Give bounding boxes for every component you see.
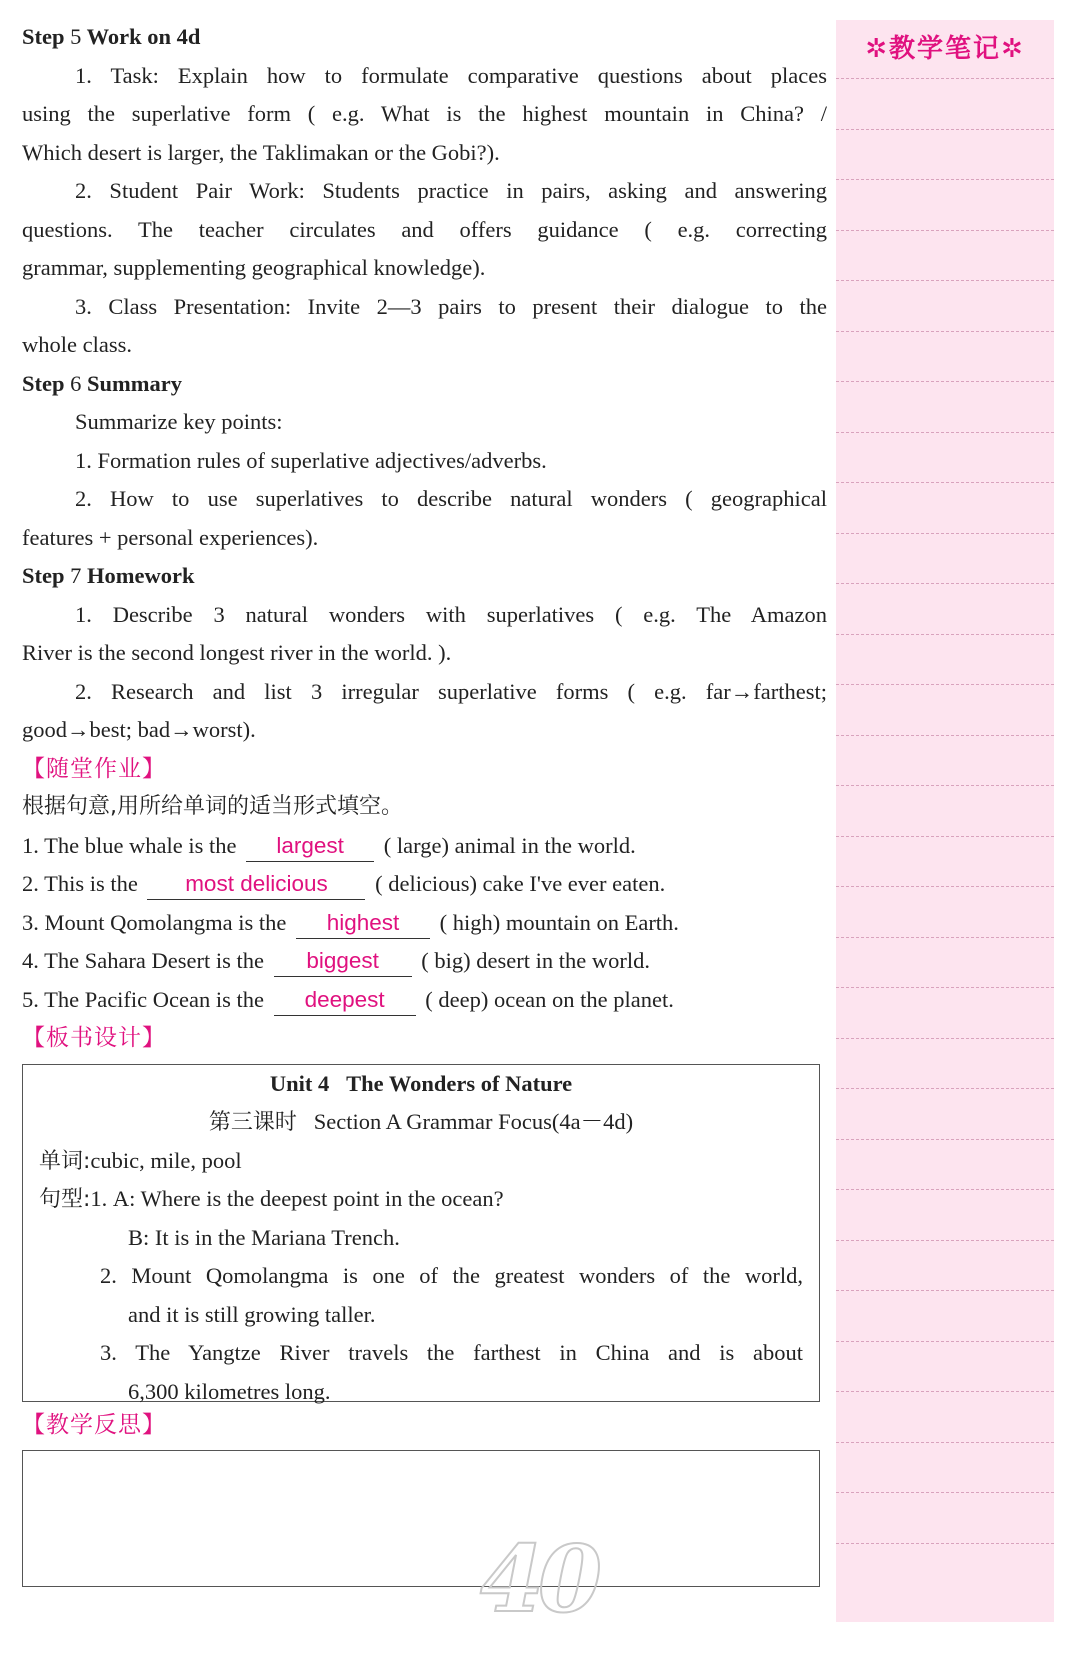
step5-present-line1: 3. Class Presentation: Invite 2—3 pairs to present their dialogue to the: [75, 293, 827, 319]
homework-item: 5. The Pacific Ocean is the deepest ( deep) ocean on the planet.: [22, 981, 827, 1020]
step5-task-line3: Which desert is larger, the Taklimakan or the Gobi?).: [22, 139, 500, 165]
step5-pair-line2: questions. The teacher circulates and offers guidance ( e.g. correcting: [22, 216, 827, 242]
note-line[interactable]: [836, 1492, 1054, 1543]
homework-heading: 【随堂作业】: [22, 755, 166, 782]
note-line[interactable]: [836, 1442, 1054, 1493]
note-line[interactable]: [836, 785, 1054, 836]
step5-pair-line3: grammar, supplementing geographical knowledge).: [22, 255, 486, 280]
step7-hw1-line2: River is the second longest river in the world. ).: [22, 640, 452, 665]
step7-heading: Step 7 Homework: [22, 563, 195, 588]
step7-hw2-line2: good→best; bad→worst).: [22, 717, 256, 742]
note-line[interactable]: [836, 1139, 1054, 1190]
step6-point2-line1: 2. How to use superlatives to describe natural wonders ( geographical: [75, 486, 827, 511]
note-line[interactable]: [836, 280, 1054, 331]
board-unit-title: Unit 4 The Wonders of Nature: [269, 1070, 573, 1096]
step7-hw1-line1: 1. Describe 3 natural wonders with superlatives ( e.g. The Amazon: [75, 601, 827, 627]
step5-heading: Step 5 Work on 4d: [22, 24, 201, 49]
note-line[interactable]: [836, 1391, 1054, 1442]
note-line[interactable]: [836, 836, 1054, 887]
note-line[interactable]: [836, 634, 1054, 685]
note-line[interactable]: [836, 179, 1054, 230]
note-line[interactable]: [836, 583, 1054, 634]
board-pattern-2-line1: 2. Mount Qomolangma is one of the greatest wonders of the world,: [100, 1263, 803, 1288]
board-design-box: [22, 1064, 820, 1402]
board-pattern-1a: 句型:1. A: Where is the deepest point in the ocean?: [39, 1186, 504, 1212]
note-line[interactable]: [836, 331, 1054, 382]
note-line[interactable]: [836, 1038, 1054, 1089]
note-line[interactable]: [836, 1240, 1054, 1291]
answer-blank[interactable]: biggest: [274, 946, 412, 977]
note-line[interactable]: [836, 482, 1054, 533]
note-line[interactable]: [836, 129, 1054, 180]
answer-blank[interactable]: largest: [246, 831, 374, 862]
step6-heading: Step 6 Summary: [22, 370, 183, 396]
step6-intro: Summarize key points:: [75, 409, 283, 434]
reflection-box[interactable]: [22, 1450, 820, 1587]
reflection-heading: 【教学反思】: [22, 1411, 166, 1438]
homework-item: 1. The blue whale is the largest ( large) animal in the world.: [22, 827, 827, 866]
homework-item: 2. This is the most delicious ( delicious) cake I've ever eaten.: [22, 865, 827, 904]
main-content: [22, 18, 827, 1587]
board-pattern-2-line2: and it is still growing taller.: [128, 1301, 376, 1327]
answer-blank[interactable]: deepest: [274, 985, 416, 1016]
board-pattern-1b: B: It is in the Mariana Trench.: [128, 1224, 400, 1250]
note-line[interactable]: [836, 1543, 1054, 1594]
note-line[interactable]: [836, 1189, 1054, 1240]
answer-blank[interactable]: highest: [296, 908, 430, 939]
board-pattern-3-line1: 3. The Yangtze River travels the farthest in China and is about: [100, 1340, 803, 1365]
note-line[interactable]: [836, 684, 1054, 735]
homework-item: 3. Mount Qomolangma is the highest ( high) mountain on Earth.: [22, 904, 827, 943]
page-number: 40: [480, 1525, 597, 1633]
homework-instruction: 根据句意,用所给单词的适当形式填空。: [22, 794, 403, 819]
step5-task-line2: using the superlative form ( e.g. What is the highest mountain in China? /: [22, 101, 827, 126]
board-pattern-3-line2: 6,300 kilometres long.: [128, 1378, 331, 1404]
note-line[interactable]: [836, 230, 1054, 281]
step5-present-line2: whole class.: [22, 332, 132, 357]
note-line[interactable]: [836, 1290, 1054, 1341]
board-words: 单词:cubic, mile, pool: [39, 1147, 242, 1174]
step5-pair-line1: 2. Student Pair Work: Students practice in pairs, asking and answering: [75, 178, 827, 203]
note-line[interactable]: [836, 1088, 1054, 1139]
step5-task-line1: 1. Task: Explain how to formulate comparative questions about places: [75, 62, 827, 88]
note-line[interactable]: [836, 381, 1054, 432]
note-line[interactable]: [836, 937, 1054, 988]
note-line[interactable]: [836, 886, 1054, 937]
note-line[interactable]: [836, 432, 1054, 483]
note-line[interactable]: [836, 78, 1054, 129]
homework-item: 4. The Sahara Desert is the biggest ( big) desert in the world.: [22, 942, 827, 981]
note-line[interactable]: [836, 533, 1054, 584]
board-lesson: 第三课时 Section A Grammar Focus(4a－4d): [208, 1109, 634, 1135]
step6-point2-line2: features + personal experiences).: [22, 524, 319, 550]
notes-title: ✲教学笔记✲: [865, 34, 1025, 64]
note-line[interactable]: [836, 735, 1054, 786]
note-line[interactable]: [836, 987, 1054, 1038]
notes-sidebar: [836, 20, 1054, 1622]
step6-point1: 1. Formation rules of superlative adjectives/adverbs.: [75, 447, 547, 473]
note-line[interactable]: [836, 1341, 1054, 1392]
board-heading: 【板书设计】: [22, 1025, 166, 1051]
answer-blank[interactable]: most delicious: [147, 869, 365, 900]
step7-hw2-line1: 2. Research and list 3 irregular superlative forms ( e.g. far→farthest;: [75, 678, 827, 704]
